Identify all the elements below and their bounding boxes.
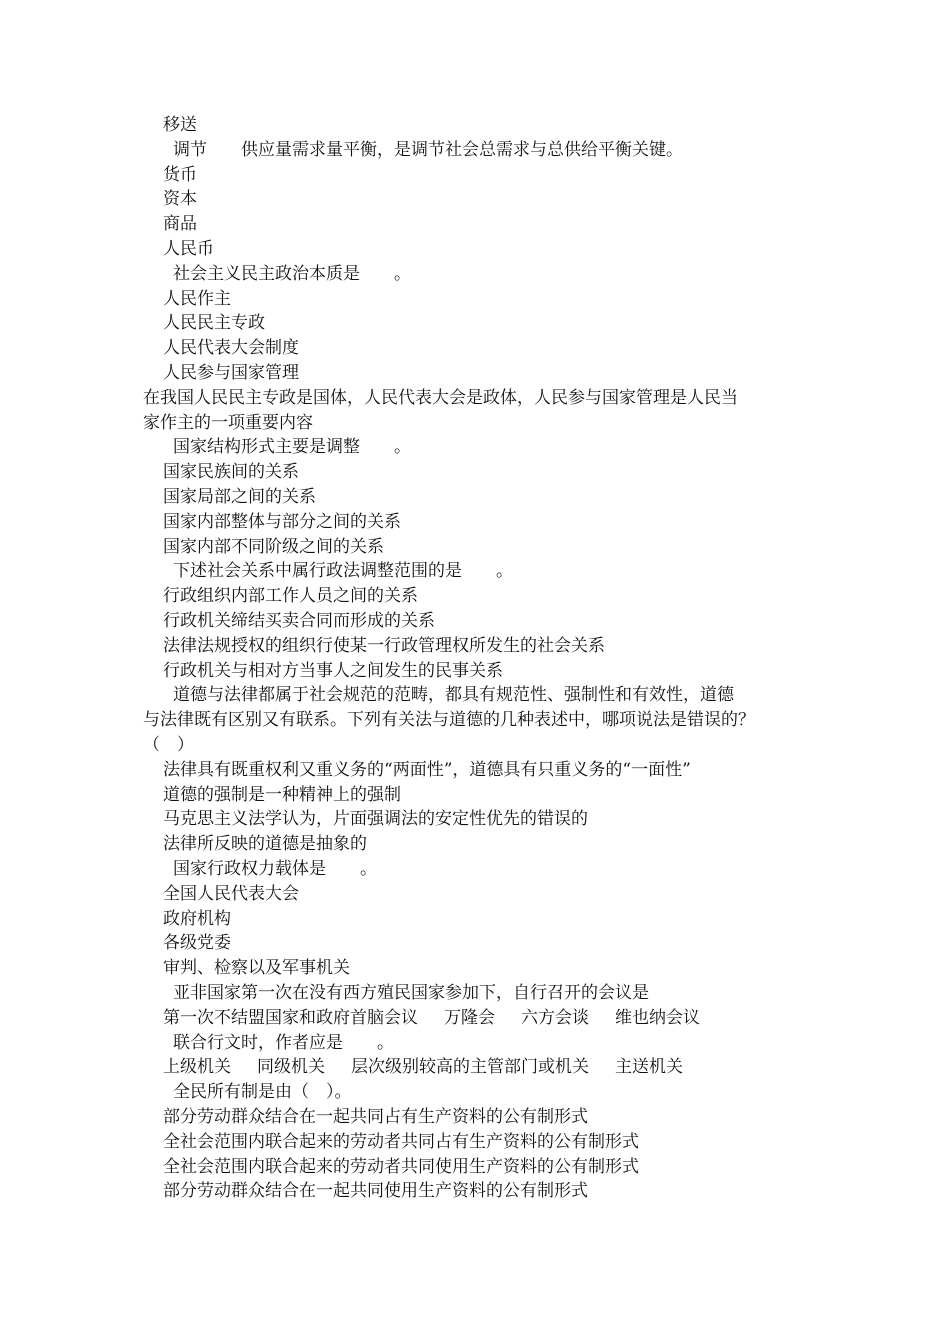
option-text: 道德的强制是一种精神上的强制	[163, 784, 401, 805]
question-text: 亚非国家第一次在没有西方殖民国家参加下，自行召开的会议是	[173, 983, 649, 1003]
option-row	[163, 1006, 726, 1031]
option-text: 部分劳动群众结合在一起共同使用生产资料的公有制形式	[163, 1181, 588, 1202]
option-text: 行政机关与相对方当事人之间发生的民事关系	[163, 660, 503, 681]
option-text: 人民币	[163, 239, 214, 259]
option-text: 货币	[163, 164, 197, 185]
option-text: 人民代表大会制度	[163, 338, 299, 359]
option-text: 资本	[163, 189, 197, 210]
option-text: 行政机关缔结买卖合同而形成的关系	[163, 611, 435, 631]
option-text: 上级机关	[163, 1057, 231, 1078]
option-text: 全社会范围内联合起来的劳动者共同占有生产资料的公有制形式	[163, 1131, 639, 1152]
option-text: 国家内部整体与部分之间的关系	[163, 511, 401, 532]
option-text: 主送机关	[615, 1057, 683, 1078]
paragraph-text: （ ）	[143, 735, 194, 755]
option-text: 法律所反映的道德是抽象的	[163, 834, 367, 855]
option-text: 国家局部之间的关系	[163, 487, 316, 507]
option-text: 全国人民代表大会	[163, 883, 299, 904]
option-text: 审判、检察以及军事机关	[163, 958, 350, 979]
option-text: 全社会范围内联合起来的劳动者共同使用生产资料的公有制形式	[163, 1156, 639, 1177]
question-text: 下述社会关系中属行政法调整范围的是 。	[173, 561, 513, 582]
option-text: 万隆会	[444, 1007, 495, 1028]
option-text: 人民作主	[163, 288, 231, 309]
option-text: 六方会谈	[521, 1007, 589, 1028]
question-text: 全民所有制是由（ ）。	[173, 1082, 352, 1103]
option-text: 移送	[163, 115, 197, 135]
option-text: 商品	[163, 214, 197, 235]
option-text: 人民参与国家管理	[163, 363, 299, 383]
question-text: 国家结构形式主要是调整 。	[173, 437, 411, 458]
option-text: 维也纳会议	[615, 1007, 700, 1028]
question-text: 联合行文时，作者应是 。	[173, 1032, 394, 1053]
option-text: 国家内部不同阶级之间的关系	[163, 536, 384, 557]
option-text: 第一次不结盟国家和政府首脑会议	[163, 1007, 418, 1028]
option-text: 各级党委	[163, 933, 231, 954]
option-text: 同级机关	[257, 1057, 325, 1078]
option-row	[163, 1055, 709, 1080]
option-text: 法律法规授权的组织行使某一行政管理权所发生的社会关系	[163, 635, 605, 656]
option-text: 行政组织内部工作人员之间的关系	[163, 586, 418, 607]
option-text: 层次级别较高的主管部门或机关	[351, 1057, 589, 1078]
paragraph-text: 在我国人民民主专政是国体，人民代表大会是政体，人民参与国家管理是人民当	[143, 387, 738, 408]
question-text: 国家行政权力载体是 。	[173, 859, 377, 879]
paragraph-text: 与法律既有区别又有联系。下列有关法与道德的几种表述中，哪项说法是错误的？	[143, 710, 755, 731]
option-text: 马克思主义法学认为，片面强调法的安定性优先的错误的	[163, 809, 588, 830]
option-text: 部分劳动群众结合在一起共同占有生产资料的公有制形式	[163, 1107, 588, 1127]
paragraph-text: 家作主的一项重要内容	[143, 412, 313, 433]
question-text: 调节 供应量需求量平衡，是调节社会总需求与总供给平衡关键。	[173, 139, 683, 160]
option-text: 人民民主专政	[163, 313, 265, 334]
question-text: 道德与法律都属于社会规范的范畴，都具有规范性、强制性和有效性，道德	[173, 685, 734, 706]
question-text: 社会主义民主政治本质是 。	[173, 263, 411, 284]
option-text: 法律具有既重权利又重义务的“两面性”，道德具有只重义务的“一面性”	[163, 759, 691, 780]
option-text: 政府机构	[163, 908, 231, 929]
option-text: 国家民族间的关系	[163, 462, 299, 483]
